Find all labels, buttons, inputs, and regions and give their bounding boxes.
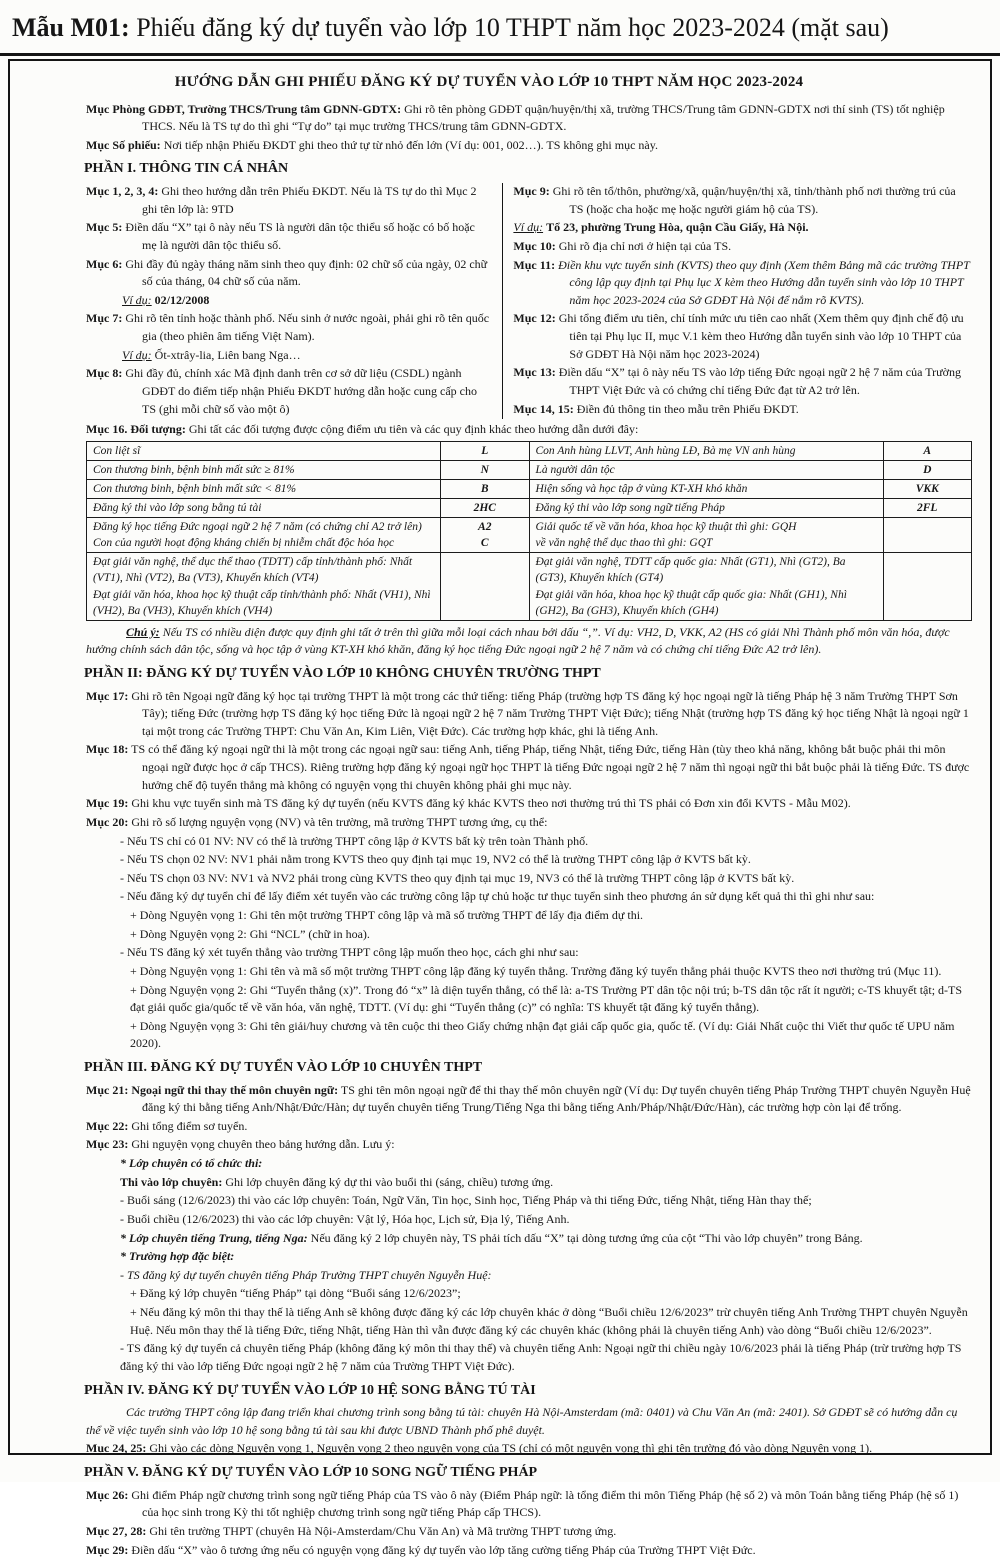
priority-code-table: [86, 441, 972, 621]
page-title-text: Phiếu đăng ký dự tuyển vào lớp 10 THPT năm học 2023-2024 (mặt sau): [136, 13, 889, 42]
example-line: Ví dụ: 02/12/2008: [86, 292, 492, 310]
table-note: Chú ý: Nếu TS có nhiều diện được quy định ghi tất ở trên thì giữa mỗi loại cách nhau bởi dấu “,”. Ví dụ: VH2, D, VKK, A2 (HS có giải Nhì Thành phố môn văn hóa, được hưởng chính sách dân tộc, sống và học tập ở vùng KT-XH khó khăn, đăng ký học tiếng Đức ngoại ngữ 2 hệ 7 năm và có chứng chỉ tiếng Đức A2 trở lên).: [86, 624, 972, 659]
muc20-sub-item: - Nếu TS đăng ký xét tuyển thẳng vào trường THPT công lập muốn theo học, cách ghi như sau:: [86, 944, 972, 962]
part5-heading: PHẦN V. ĐĂNG KÝ DỰ TUYỂN VÀO LỚP 10 SONG NGỮ TIẾNG PHÁP: [84, 1463, 972, 1484]
instruction-item: Mục 12: Ghi tổng điểm ưu tiên, chỉ tính mức ưu tiên cao nhất (Xem thêm quy định chế độ ưu tiên tại Phụ lục II, mục V.1 kèm theo Hướng dẫn tuyển sinh vào lớp 10 THPT của Sở GDĐT Hà Nội năm học 2023-2024): [513, 310, 972, 363]
table-row: Con thương binh, bệnh binh mất sức < 81% B Hiện sống và học tập ở vùng KT-XH khó khăn VKK: [87, 479, 972, 498]
instruction-item: Mục 24, 25: Ghi vào các dòng Nguyện vọng 1, Nguyện vọng 2 theo nguyện vọng của TS (chỉ có một nguyện vọng thì ghi tên trường đó vào dòng Nguyện vọng 1).: [86, 1440, 972, 1458]
instruction-item: Mục 8: Ghi đầy đủ, chính xác Mã định danh trên cơ sở dữ liệu (CSDL) ngành GDĐT do điểm tiếp nhận Phiếu ĐKDT hướng dẫn hoặc cung cấp cho TS (ghi mỗi chữ số vào một ô): [86, 365, 492, 418]
muc23-sub-item: + Đăng ký lớp chuyên “tiếng Pháp” tại dòng “Buổi sáng 12/6/2023”;: [86, 1285, 972, 1303]
table-row: Đăng ký học tiếng Đức ngoại ngữ 2 hệ 7 năm (có chứng chỉ A2 trở lên) Con của người hoạt động kháng chiến bị nhiễm chất độc hóa học A2 C Giải quốc tế về văn hóa, khoa học kỹ thuật thì ghi: GQH về văn nghệ thể dục thao thì ghi: GQT: [87, 518, 972, 553]
instruction-item: Mục 19: Ghi khu vực tuyển sinh mà TS đăng ký dự tuyển (nếu KVTS đăng ký khác KVTS theo nơi thường trú thì TS phải có Đơn xin đổi KVTS - Mẫu M02).: [86, 795, 972, 813]
table-row: Con thương binh, bệnh binh mất sức ≥ 81% N Là người dân tộc D: [87, 460, 972, 479]
instruction-item: Mục 9: Ghi rõ tên tổ/thôn, phường/xã, quận/huyện/thị xã, tỉnh/thành phố nơi thường trú của TS (hoặc cha hoặc mẹ hoặc người giám hộ của TS).: [513, 183, 972, 218]
instruction-item: Mục 14, 15: Điền đủ thông tin theo mẫu trên Phiếu ĐKDT.: [513, 401, 972, 419]
muc20-sub-item: - Nếu TS chỉ có 01 NV: NV có thể là trường THPT công lập ở KVTS bất kỳ trên toàn Thành phố.: [86, 833, 972, 851]
part3-heading: PHẦN III. ĐĂNG KÝ DỰ TUYỂN VÀO LỚP 10 CHUYÊN THPT: [84, 1058, 972, 1079]
muc20-sub-item: - Nếu TS chọn 03 NV: NV1 và NV2 phải trong cùng KVTS theo quy định tại mục 19, NV3 có thể là trường THPT công lập ở KVTS bất kỳ.: [86, 870, 972, 888]
instruction-item: Mục 11: Điền khu vực tuyển sinh (KVTS) theo quy định (Xem thêm Bảng mã các trường THPT công lập quy định tại Phụ lục X kèm theo Hướng dẫn tuyển sinh vào lớp 10 THPT năm học 2023-2024 của Sở GDĐT Hà Nội để nắm rõ KVTS).: [513, 257, 972, 310]
muc20-sub-item: + Dòng Nguyện vọng 1: Ghi tên một trường THPT công lập và mã số trường THPT để lấy địa điểm dự thi.: [86, 907, 972, 925]
instruction-item: Mục 17: Ghi rõ tên Ngoại ngữ đăng ký học tại trường THPT là một trong các thứ tiếng: tiếng Pháp (trường hợp TS đăng ký học ngoại ngữ là tiếng Pháp hệ 3 năm Trường THPT Sơn Tây); tiếng Đức (trường hợp TS đăng ký học tiếng Đức là ngoại ngữ 2 hệ 7 năm Trường THPT Việt Đức); tiếng Nhật (trường hợp TS đăng ký học tiếng Nhật là ngoại ngữ 1 tại một trong các Trường THPT: Chu Văn An, Kim Liên, Việt Đức). Các trường hợp khác, ghi là tiếng Anh.: [86, 688, 972, 741]
intro-item: Mục Phòng GDĐT, Trường THCS/Trung tâm GDNN-GDTX: Ghi rõ tên phòng GDĐT quận/huyện/thị xã, trường THCS/Trung tâm GDNN-GDTX nơi thí sinh (TS) tốt nghiệp THCS. Nếu là TS tự do thì ghi “Tự do” tại mục trường THCS/trung tâm GDNN-GDTX.: [86, 101, 972, 136]
part1-right-column: [502, 183, 972, 419]
part1-columns: [86, 183, 972, 419]
instruction-item: Mục 29: Điền dấu “X” vào ô tương ứng nếu có nguyện vọng đăng ký dự tuyển vào lớp tăng cường tiếng Pháp của Trường THPT Việt Đức.: [86, 1542, 972, 1559]
muc23-sub-item: - TS đăng ký dự tuyển chuyên tiếng Pháp Trường THPT chuyên Nguyễn Huệ:: [86, 1267, 972, 1285]
instruction-item: Mục 18: TS có thể đăng ký ngoại ngữ thi là một trong các ngoại ngữ sau: tiếng Anh, tiếng Pháp, tiếng Nhật, tiếng Đức, tiếng Hàn (tùy theo khả năng, không bắt buộc phải thi môn ngoại ngữ được học ở cấp THCS). Riêng trường hợp đăng ký ngoại ngữ học THPT là tiếng Đức ngoại ngữ 2 hệ 7 năm thì ngoại ngữ thi bắt buộc phải là tiếng Đức. TS được hưởng chế độ tuyển thẳng mà không có nguyện vọng thi chuyên không phải ghi mục này.: [86, 741, 972, 794]
part1-left-column: [86, 183, 502, 419]
instruction-item: Mục 13: Điền dấu “X” tại ô này nếu TS vào lớp tiếng Đức ngoại ngữ 2 hệ 7 năm của Trường THPT Việt Đức và có chứng chỉ tiếng Đức đạt từ A2 trở lên.: [513, 364, 972, 399]
form-code-label: Mẫu M01:: [12, 13, 130, 42]
instruction-item: Mục 7: Ghi rõ tên tỉnh hoặc thành phố. Nếu sinh ở nước ngoài, phải ghi rõ tên quốc gia (theo phiên âm tiếng Việt Nam).: [86, 310, 492, 345]
instruction-item: Mục 20: Ghi rõ số lượng nguyện vọng (NV) và tên trường, mã trường THPT tương ứng, cụ thể:: [86, 814, 972, 832]
instruction-item: Mục 1, 2, 3, 4: Ghi theo hướng dẫn trên Phiếu ĐKDT. Nếu là TS tự do thì Mục 2 ghi tên lớp là: 9TD: [86, 183, 492, 218]
part4-heading: PHẦN IV. ĐĂNG KÝ DỰ TUYỂN VÀO LỚP 10 HỆ SONG BẰNG TÚ TÀI: [84, 1381, 972, 1402]
instruction-item: Mục 27, 28: Ghi tên trường THPT (chuyên Hà Nội-Amsterdam/Chu Văn An) và Mã trường THPT tương ứng.: [86, 1523, 972, 1541]
example-line: Ví dụ: Tổ 23, phường Trung Hòa, quận Cầu Giấy, Hà Nội.: [513, 219, 972, 237]
sheet-title: HƯỚNG DẪN GHI PHIẾU ĐĂNG KÝ DỰ TUYỂN VÀO LỚP 10 THPT NĂM HỌC 2023-2024: [46, 71, 932, 93]
intro-item: Mục Số phiếu: Nơi tiếp nhận Phiếu ĐKDT ghi theo thứ tự từ nhỏ đến lớn (Ví dụ: 001, 002…). TS không ghi mục này.: [86, 137, 972, 155]
part4-paragraph: Các trường THPT công lập đang triển khai chương trình song bằng tú tài: chuyên Hà Nội-Amsterdam (mã: 0401) và Chu Văn An (mã: 2401). Sở GDĐT sẽ có hướng dẫn cụ thể về việc tuyển sinh vào lớp 10 hệ song bằng tú tài sau khi được UBND Thành phố phê duyệt.: [86, 1404, 972, 1439]
muc23-sub-item: - Buổi sáng (12/6/2023) thi vào các lớp chuyên: Toán, Ngữ Văn, Tin học, Sinh học, Tiếng Pháp và thi tiếng Đức, tiếng Nhật, tiếng Hàn thay thế;: [86, 1192, 972, 1210]
muc20-sub-item: + Dòng Nguyện vọng 1: Ghi tên và mã số một trường THPT công lập đăng ký tuyển thẳng. Trường đăng ký tuyển thẳng phải thuộc KVTS theo nơi thường trú (Mục 11).: [86, 963, 972, 981]
muc23-sub-item: * Lớp chuyên có tổ chức thi:: [86, 1155, 972, 1173]
table-row: Con liệt sĩ L Con Anh hùng LLVT, Anh hùng LĐ, Bà mẹ VN anh hùng A: [87, 441, 972, 460]
part1-heading: PHẦN I. THÔNG TIN CÁ NHÂN: [84, 159, 972, 180]
muc23-sub-item: + Nếu đăng ký môn thi thay thế là tiếng Anh sẽ không được đăng ký các lớp chuyên khác ở dòng “Buổi chiều 12/6/2023” trừ chuyên tiếng Anh Trường THPT chuyên Nguyễn Huệ. Nếu môn thay thế là tiếng Đức, tiếng Nhật, tiếng Hàn thì vẫn được đăng ký các chuyên khác (không phải là chuyên tiếng Anh) vào dòng “Buổi chiều 12/6/2023”.: [86, 1304, 972, 1339]
muc23-sub-item: * Lớp chuyên tiếng Trung, tiếng Nga: Nếu đăng ký 2 lớp chuyên này, TS phải tích dấu “X” tại dòng tương ứng của cột “Thi vào lớp chuyên” trong Bảng.: [86, 1230, 972, 1248]
muc16-item: Mục 16. Đối tượng: Ghi tất các đối tượng được cộng điểm ưu tiên và các quy định khác theo hướng dẫn dưới đây:: [86, 421, 972, 439]
muc23-sub-item: - Buổi chiều (12/6/2023) thi vào các lớp chuyên: Vật lý, Hóa học, Lịch sử, Địa lý, Tiếng Anh.: [86, 1211, 972, 1229]
muc23-sub-item: - TS đăng ký dự tuyển cả chuyên tiếng Pháp (không đăng ký môn thi thay thế) và chuyên tiếng Anh: Ngoại ngữ thi chiều ngày 10/6/2023 phải là tiếng Pháp (trừ trường hợp TS đăng ký thi vào lớp tiếng Đức ngoại ngữ 2 hệ 7 năm của Trường THPT Việt Đức).: [86, 1340, 972, 1375]
muc20-sub-item: - Nếu TS chọn 02 NV: NV1 phải nằm trong KVTS theo quy định tại mục 19, NV2 có thể là trường THPT công lập ở KVTS bất kỳ.: [86, 851, 972, 869]
muc20-sub-item: + Dòng Nguyện vọng 2: Ghi “Tuyển thẳng (x)”. Trong đó “x” là diện tuyển thẳng, có thể là: a-TS Trường PT dân tộc nội trú; b-TS dân tộc rất ít người; c-TS khuyết tật; d-TS đạt giải quốc gia/quốc tế về văn hóa, văn nghệ, TDTT. (Ví dụ: ghi “Tuyển thẳng (c)” có nghĩa: TS khuyết tật đăng ký tuyển thẳng).: [86, 982, 972, 1017]
instruction-item: Mục 10: Ghi rõ địa chỉ nơi ở hiện tại của TS.: [513, 238, 972, 256]
table-row: Đăng ký thi vào lớp song bằng tú tài 2HC Đăng ký thi vào lớp song ngữ tiếng Pháp 2FL: [87, 499, 972, 518]
example-line: Ví dụ: Ốt-xtrây-lia, Liên bang Nga…: [86, 347, 492, 365]
instruction-sheet: [8, 59, 992, 1455]
muc20-sub-item: - Nếu đăng ký dự tuyển chỉ để lấy điểm xét tuyển vào các trường công lập tự chủ hoặc tư thục tuyển sinh theo phương án sử dụng kết quả thi thì ghi như sau:: [86, 888, 972, 906]
page-title: [0, 0, 1000, 56]
muc20-sub-item: + Dòng Nguyện vọng 3: Ghi tên giải/huy chương và tên cuộc thi theo Giấy chứng nhận đạt giải cấp quốc gia, quốc tế. (Ví dụ: Giải Nhất cuộc thi Viết thư quốc tế UPU năm 2020).: [86, 1018, 972, 1053]
muc23-sub-item: Thi vào lớp chuyên: Ghi lớp chuyên đăng ký dự thi vào buổi thi (sáng, chiều) tương ứng.: [86, 1174, 972, 1192]
instruction-item: Mục 26: Ghi điểm Pháp ngữ chương trình song ngữ tiếng Pháp của TS vào ô này (Điểm Pháp ngữ: là tổng điểm thi môn Tiếng Pháp (hệ số 2) và môn Toán bằng tiếng Pháp (hệ số 1) của học sinh trong Kỳ thi tốt nghiệp chương trình song ngữ tiếng Pháp cấp THCS).: [86, 1487, 972, 1522]
instruction-item: Mục 6: Ghi đầy đủ ngày tháng năm sinh theo quy định: 02 chữ số của ngày, 02 chữ số của tháng, 04 chữ số của năm.: [86, 256, 492, 291]
instruction-item: Mục 22: Ghi tổng điểm sơ tuyển.: [86, 1118, 972, 1136]
part2-heading: PHẦN II: ĐĂNG KÝ DỰ TUYỂN VÀO LỚP 10 KHÔNG CHUYÊN TRƯỜNG THPT: [84, 664, 972, 685]
instruction-item: Mục 23: Ghi nguyện vọng chuyên theo bảng hướng dẫn. Lưu ý:: [86, 1136, 972, 1154]
instruction-item: Mục 21: Ngoại ngữ thi thay thế môn chuyên ngữ: TS ghi tên môn ngoại ngữ để thi thay thế môn chuyên ngữ (Ví dụ: Dự tuyển chuyên tiếng Pháp Trường THPT chuyên Nguyễn Huệ đăng ký thi bằng tiếng Anh/Nhật/Đức/Hàn; dự tuyển chuyên tiếng Trung/Tiếng Nga thi bằng tiếng Anh/Pháp/Nhật/Đức/Hàn), các trường hợp còn lại để trống.: [86, 1082, 972, 1117]
instruction-item: Mục 5: Điền dấu “X” tại ô này nếu TS là người dân tộc thiểu số hoặc có bố hoặc mẹ là người dân tộc thiểu số.: [86, 219, 492, 254]
muc20-sub-item: + Dòng Nguyện vọng 2: Ghi “NCL” (chữ in hoa).: [86, 926, 972, 944]
table-row: Đạt giải văn nghệ, thể dục thể thao (TDTT) cấp tỉnh/thành phố: Nhất (VT1), Nhì (VT2), Ba (VT3), Khuyến khích (VT4) Đạt giải văn hóa, khoa học kỹ thuật cấp tỉnh/thành phố: Nhất (VH1), Nhì (VH2), Ba (VH3), Khuyến khích (VH4) Đạt giải văn nghệ, TDTT cấp quốc gia: Nhất (GT1), Nhì (GT2), Ba (GT3), Khuyến khích (GT4) Đạt giải văn hóa, khoa học kỹ thuật cấp quốc gia: Nhất (GH1), Nhì (GH2), Ba (GH3), Khuyến khích (GH4): [87, 553, 972, 620]
muc23-sub-item: * Trường hợp đặc biệt:: [86, 1248, 972, 1266]
